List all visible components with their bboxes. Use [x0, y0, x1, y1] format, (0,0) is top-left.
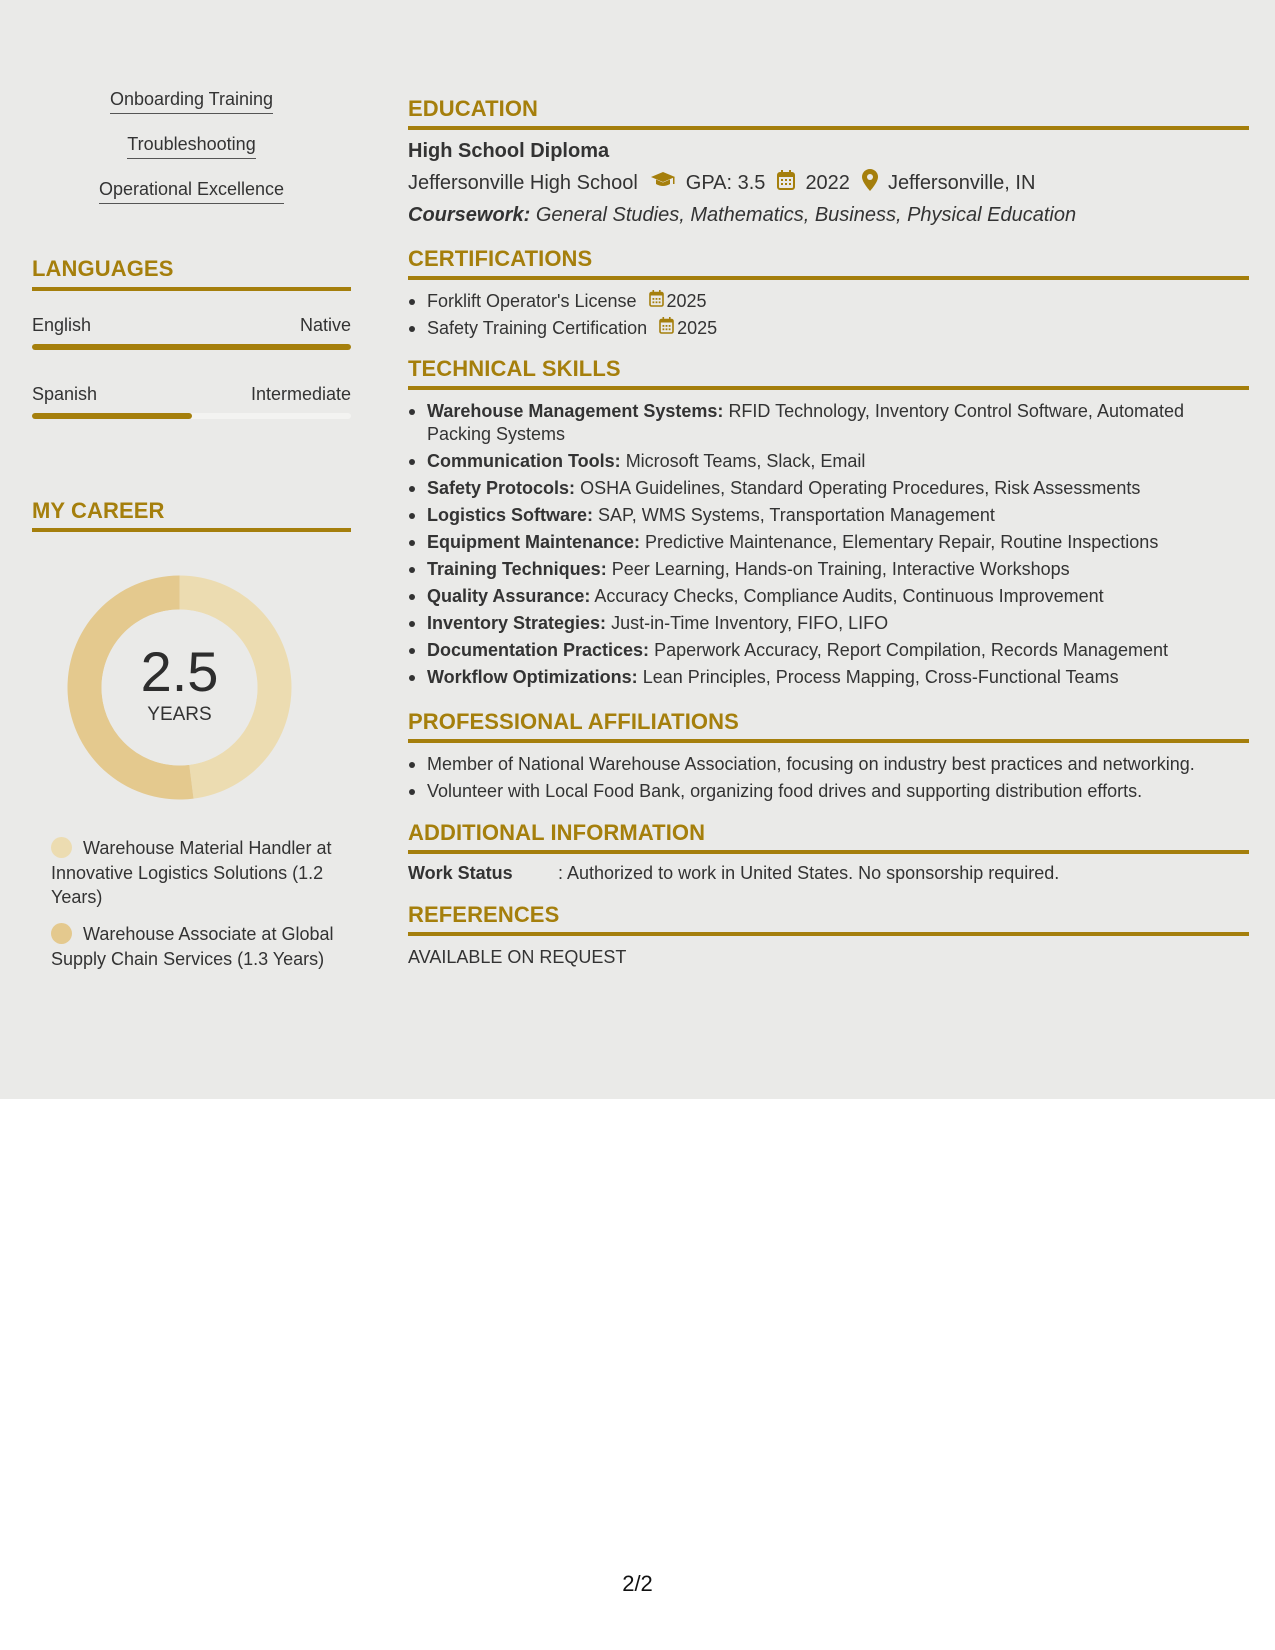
technical-skill-item: [408, 666, 1249, 689]
language-bar: [32, 344, 351, 350]
career-legend-item: [51, 922, 341, 971]
skill-category: Documentation Practices:: [427, 640, 650, 660]
skill-category: Quality Assurance:: [427, 586, 591, 606]
skill-details: OSHA Guidelines, Standard Operating Procedures, Risk Assessments: [580, 478, 1141, 498]
affiliation-item: Volunteer with Local Food Bank, organizing food drives and supporting distribution efforts.: [408, 780, 1249, 803]
work-status-label: Work Status: [408, 863, 513, 883]
education-year: 2022: [805, 171, 850, 194]
certifications-list: [408, 290, 1249, 340]
technical-skill-item: [408, 450, 1249, 473]
technical-skill-item: [408, 531, 1249, 554]
section-title: TECHNICAL SKILLS: [408, 356, 621, 381]
language-row: [32, 384, 351, 405]
map-marker-icon: [862, 169, 878, 197]
language-name: English: [32, 315, 92, 335]
skill-category: Safety Protocols:: [427, 478, 576, 498]
section-title: LANGUAGES: [32, 256, 174, 281]
calendar-icon: [659, 317, 674, 340]
education-coursework: [408, 204, 1249, 227]
legend-dot-icon: [51, 837, 72, 858]
page-number: 2/2: [622, 1571, 653, 1596]
section-title: PROFESSIONAL AFFILIATIONS: [408, 709, 739, 734]
section-title: MY CAREER: [32, 498, 165, 523]
technical-skill-item: [408, 558, 1249, 581]
language-level: Intermediate: [250, 384, 351, 404]
skill-tag-label: Operational Excellence: [99, 179, 284, 204]
skill-details: Microsoft Teams, Slack, Email: [625, 451, 866, 471]
work-status-row: [408, 863, 1249, 884]
language-bar-fill: [32, 413, 192, 419]
skill-tag-label: Troubleshooting: [127, 134, 255, 159]
skill-category: Workflow Optimizations:: [427, 667, 638, 687]
certification-item: [408, 290, 1249, 313]
technical-skill-item: [408, 639, 1249, 662]
certification-year: 2025: [677, 318, 718, 338]
section-rule: [408, 276, 1249, 280]
technical-skill-item: [408, 612, 1249, 635]
skill-details: Predictive Maintenance, Elementary Repair, Routine Inspections: [645, 532, 1159, 552]
skill-details: Just-in-Time Inventory, FIFO, LIFO: [611, 613, 889, 633]
legend-dot-icon: [51, 923, 72, 944]
calendar-icon: [649, 290, 664, 313]
skill-details: SAP, WMS Systems, Transportation Management: [598, 505, 995, 525]
skill-details: Accuracy Checks, Compliance Audits, Continuous Improvement: [594, 586, 1104, 606]
technical-skill-item: [408, 400, 1249, 446]
technical-skills-list: [408, 400, 1249, 689]
section-title: EDUCATION: [408, 96, 539, 121]
skill-tag: [32, 134, 351, 159]
skill-category: Warehouse Management Systems:: [427, 401, 724, 421]
education-section: [408, 96, 1249, 227]
skill-category: Inventory Strategies:: [427, 613, 607, 633]
graduation-cap-icon: [650, 171, 676, 195]
section-rule: [408, 386, 1249, 390]
career-total-years: 2.5: [140, 639, 219, 703]
technical-skills-section: [408, 356, 1249, 693]
skill-details: RFID Technology, Inventory Control Software, Automated Packing Systems: [427, 401, 1185, 444]
affiliation-item: Member of National Warehouse Association, focusing on industry best practices and networking.: [408, 753, 1249, 776]
education-school: Jeffersonville High School: [408, 171, 638, 194]
coursework-label: Coursework:: [408, 204, 531, 226]
section-title: REFERENCES: [408, 902, 560, 927]
section-rule: [408, 850, 1249, 854]
career-legend-item: [51, 836, 341, 910]
skill-details: Paperwork Accuracy, Report Compilation, Records Management: [654, 640, 1168, 660]
affiliations-list: [408, 753, 1249, 803]
education-location: Jeffersonville, IN: [887, 171, 1036, 194]
calendar-icon: [777, 170, 795, 196]
skill-tag: [32, 179, 351, 204]
additional-info-section: [408, 820, 1249, 884]
language-level: Native: [299, 315, 351, 335]
donut-center: [67, 575, 292, 800]
skill-tag-label: Onboarding Training: [110, 89, 273, 114]
education-meta: [408, 169, 1249, 197]
technical-skill-item: [408, 585, 1249, 608]
certifications-section: [408, 246, 1249, 344]
skill-category: Equipment Maintenance:: [427, 532, 641, 552]
coursework-text: General Studies, Mathematics, Business, Physical Education: [535, 204, 1077, 226]
education-gpa: GPA: 3.5: [685, 171, 766, 194]
certification-year: 2025: [666, 291, 707, 311]
certification-item: [408, 317, 1249, 340]
language-bar: [32, 413, 351, 419]
skill-category: Communication Tools:: [427, 451, 621, 471]
certification-name: Safety Training Certification: [427, 318, 648, 338]
education-degree: High School Diploma: [408, 140, 610, 162]
skill-category: Training Techniques:: [427, 559, 607, 579]
languages-section: [32, 256, 351, 291]
technical-skill-item: [408, 504, 1249, 527]
section-rule: [32, 287, 351, 291]
language-name: Spanish: [32, 384, 98, 404]
section-rule: [408, 126, 1249, 130]
skill-category: Logistics Software:: [427, 505, 594, 525]
career-total-unit: YEARS: [147, 703, 212, 725]
skill-tag: [32, 89, 351, 114]
technical-skill-item: [408, 477, 1249, 500]
section-title: ADDITIONAL INFORMATION: [408, 820, 706, 845]
career-legend-label: Warehouse Associate at Global Supply Chain Services (1.3 Years): [51, 924, 334, 969]
section-rule: [408, 932, 1249, 936]
affiliations-section: [408, 709, 1249, 807]
section-rule: [408, 739, 1249, 743]
references-text: AVAILABLE ON REQUEST: [408, 947, 627, 967]
section-title: CERTIFICATIONS: [408, 246, 593, 271]
career-legend-label: Warehouse Material Handler at Innovative Logistics Solutions (1.2 Years): [51, 838, 332, 907]
language-row: [32, 315, 351, 336]
skill-details: Peer Learning, Hands-on Training, Interactive Workshops: [611, 559, 1070, 579]
career-section: [32, 498, 351, 532]
career-donut-chart: [67, 575, 292, 800]
certification-name: Forklift Operator's License: [427, 291, 637, 311]
language-bar-fill: [32, 344, 351, 350]
work-status-value: : Authorized to work in United States. No sponsorship required.: [558, 863, 1060, 883]
section-rule: [32, 528, 351, 532]
references-section: [408, 902, 1249, 968]
skill-details: Lean Principles, Process Mapping, Cross-Functional Teams: [642, 667, 1119, 687]
